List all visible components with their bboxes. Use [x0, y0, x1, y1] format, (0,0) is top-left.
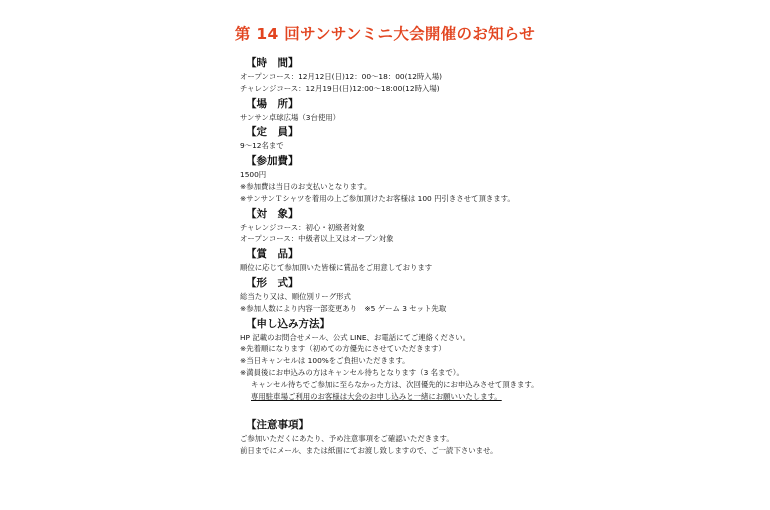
- prize-text: 順位に応じて参加頂いた皆様に賞品をご用意しております: [240, 263, 433, 273]
- place-text: サンサン卓球広場（3台使用）: [240, 112, 341, 122]
- apply-cancel-fee: ※当日キャンセルは 100%をご負担いただきます。: [240, 356, 410, 366]
- format-league: 総当たり又は、順位別リーグ形式: [240, 291, 351, 301]
- section-heading-target: 【対 象】: [246, 207, 299, 220]
- apply-parking-note: 専用駐車場ご利用のお客様は大会のお申し込みと一緒にお願いいたします。: [251, 391, 502, 401]
- apply-waitlist: ※満員後にお申込みの方はキャンセル待ちとなります（3 名まで）。: [240, 367, 464, 377]
- fee-note-discount: ※サンサンＴシャツを着用の上ご参加頂けたお客様は 100 円引きさせて頂きます。: [240, 193, 515, 203]
- time-challenge-course: チャレンジコース：12月19日(日)12:00～18:00(12時入場): [240, 83, 440, 93]
- fee-note-payment: ※参加費は当日のお支払いとなります。: [240, 181, 372, 191]
- target-open: オープンコース：中級者以上又はオープン対象: [240, 234, 394, 244]
- notes-confirm: ご参加いただくにあたり、予め注意事項をご確認いただきます。: [240, 434, 454, 444]
- time-open-course: オープンコース：12月12日(日)12：00～18：00(12時入場): [240, 72, 442, 81]
- target-challenge: チャレンジコース：初心・初級者対象: [240, 222, 365, 232]
- announcement-body: [240, 56, 760, 457]
- section-heading-place: 【場 所】: [246, 97, 299, 110]
- section-heading-capacity: 【定 員】: [246, 126, 299, 139]
- apply-waitlist-priority: キャンセル待ちでご参加に至らなかった方は、次回優先的にお申込みさせて頂きます。: [251, 379, 539, 389]
- apply-first-come: ※先着順になります（初めての方優先にさせていただきます）: [240, 344, 446, 354]
- section-heading-prize: 【賞 品】: [246, 248, 299, 261]
- page-title: 第 14 回サンサンミニ大会開催のお知らせ: [234, 25, 536, 43]
- section-heading-fee: 【参加費】: [246, 155, 299, 168]
- fee-amount: 1500円: [240, 170, 267, 180]
- section-heading-notes: 【注意事項】: [246, 419, 309, 432]
- notes-delivery: 前日までにメール、または紙面にてお渡し致しますので、ご一読下さいませ。: [240, 446, 498, 456]
- format-note: ※参加人数により内容一部変更あり ※5 ゲーム 3 セット先取: [240, 303, 447, 313]
- capacity-text: 9～12名まで: [240, 141, 284, 151]
- apply-contact: HP 記載のお問合せメール、公式 LINE、お電話にてご連絡ください。: [240, 332, 471, 342]
- section-heading-time: 【時 間】: [246, 57, 299, 69]
- section-heading-apply: 【申し込み方法】: [246, 317, 330, 330]
- section-heading-format: 【形 式】: [246, 276, 299, 289]
